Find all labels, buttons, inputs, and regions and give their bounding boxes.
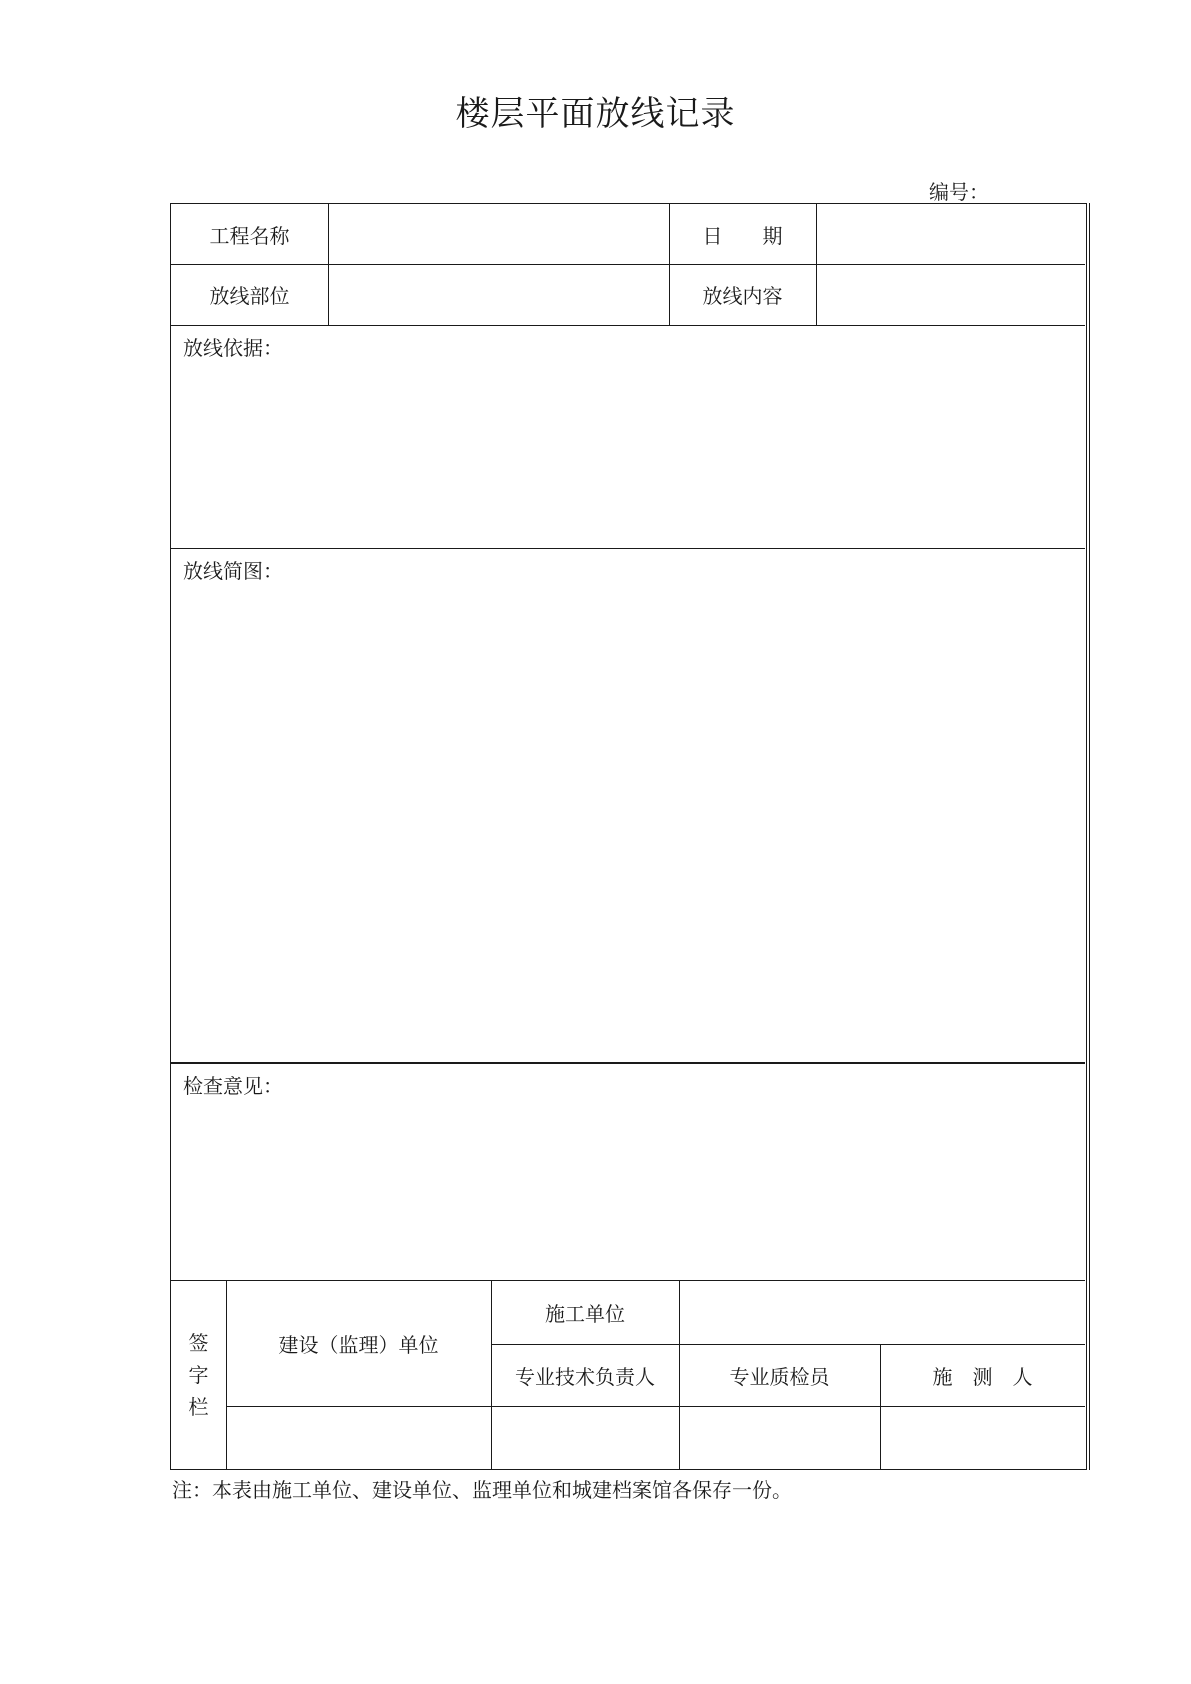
- owner-signature-field[interactable]: [226, 1406, 491, 1469]
- layout-content-label: 放线内容: [702, 284, 783, 308]
- layout-record-form: [170, 203, 1087, 1470]
- project-name-label: 工程名称: [209, 223, 290, 248]
- row-divider: [171, 325, 1085, 326]
- contractor-field[interactable]: [679, 1280, 1085, 1344]
- owner-supervisor-label: 建设（监理）单位: [278, 1332, 439, 1357]
- signature-char: 签: [188, 1330, 209, 1355]
- qc-signature-field[interactable]: [679, 1406, 880, 1469]
- date-label: 日 期: [702, 223, 783, 248]
- contractor-label: 施工单位: [545, 1301, 625, 1326]
- inspection-opinion-field[interactable]: [171, 1102, 1085, 1280]
- surveyor-signature-field[interactable]: [880, 1406, 1085, 1469]
- serial-number-label: 编号：: [929, 180, 989, 204]
- layout-sketch-label: 放线简图：: [183, 559, 283, 583]
- layout-sketch-area[interactable]: [171, 587, 1085, 1062]
- row-divider: [171, 1062, 1085, 1064]
- date-field[interactable]: [816, 204, 1085, 264]
- project-name-field[interactable]: [328, 204, 669, 264]
- row-divider: [171, 548, 1085, 549]
- signature-column-label: [171, 1280, 226, 1469]
- tech-lead-label: 专业技术负责人: [515, 1364, 655, 1389]
- signature-char: 栏: [188, 1394, 209, 1419]
- footnote: 注：本表由施工单位、建设单位、监理单位和城建档案馆各保存一份。: [172, 1478, 792, 1502]
- qc-inspector-label: 专业质检员: [729, 1364, 830, 1389]
- layout-location-label: 放线部位: [209, 284, 290, 308]
- surveyor-label: 施 测 人: [932, 1364, 1033, 1389]
- tech-lead-signature-field[interactable]: [491, 1406, 679, 1469]
- layout-basis-label: 放线依据：: [183, 336, 283, 360]
- layout-basis-field[interactable]: [171, 364, 1085, 548]
- page-title: 楼层平面放线记录: [455, 94, 736, 134]
- layout-content-field[interactable]: [816, 264, 1085, 325]
- layout-location-field[interactable]: [328, 264, 669, 325]
- signature-char: 字: [188, 1362, 209, 1387]
- inspection-opinion-label: 检查意见：: [183, 1074, 283, 1098]
